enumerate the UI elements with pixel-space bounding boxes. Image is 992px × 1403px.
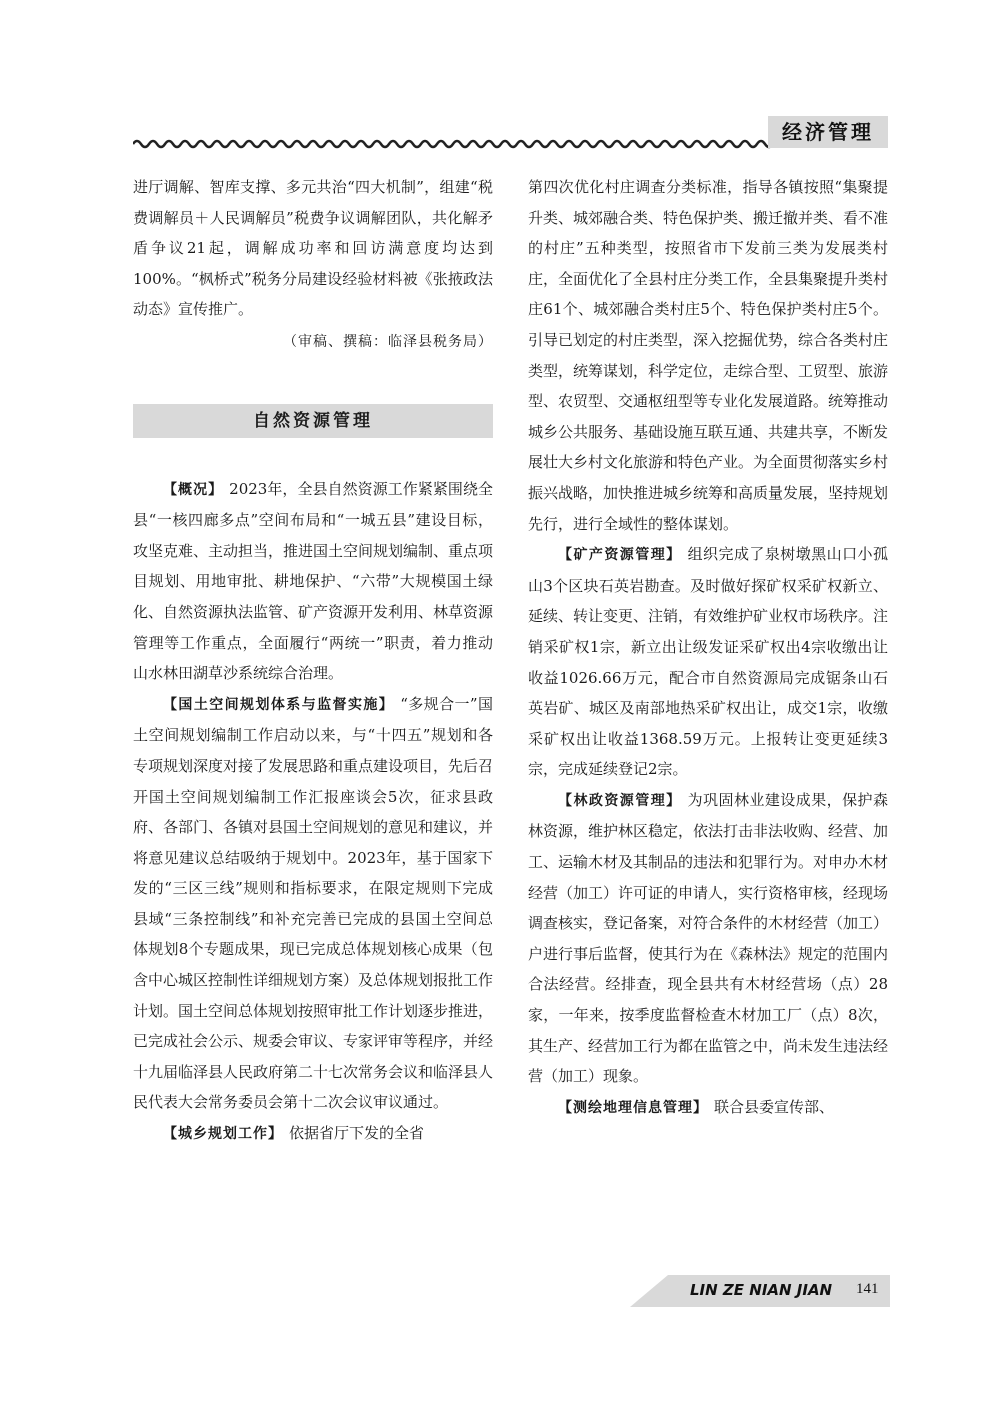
paragraph-label: 【测绘地理信息管理】	[558, 1099, 708, 1116]
paragraph-mineral-resources	[528, 539, 888, 785]
paragraph-body: “多规合一”国土空间规划编制工作启动以来，与“十四五”规划和各专项规划深度对接了发展思路和重点建设项目，先后召开国土空间规划编制工作汇报座谈会5次，征求县政府、各部门、各镇对县国土空间规划的意见和建议，并将意见建议总结吸纳于规划中。2023年，基于国家下发的“三区三线”规则和指标要求，在限定规则下完成县域“三条控制线”和补充完善已完成的县国土空间总体规划8个专题成果，现已完成总体规划核心成果（包含中心城区控制性详细规划方案）及总体规划报批工作计划。国土空间总体规划按照审批工作计划逐步推进，已完成社会公示、规委会审议、专家评审等程序，并经十九届临泽县人民政府第二十七次常务会议和临泽县人民代表大会常务委员会第十二次会议审议通过。	[133, 694, 494, 1112]
author-credit: （审稿、撰稿：临泽县税务局）	[283, 333, 493, 350]
left-column	[133, 172, 493, 1150]
paragraph-forestry-administration	[528, 785, 888, 1092]
running-title: LIN ZE NIAN JIAN	[690, 1281, 833, 1299]
continued-paragraph: 进厅调解、智库支撑、多元共治“四大机制”，组建“税费调解员＋人民调解员”税费争议调解团队，共化解矛盾争议21起，调解成功率和回访满意度均达到100%。“枫桥式”税务分局建设经验材料被《张掖政法动态》宣传推广。	[133, 178, 493, 319]
wavy-header-rule	[133, 138, 773, 150]
paragraph-label: 【国土空间规划体系与监督实施】	[163, 696, 395, 713]
page-number: 141	[856, 1281, 879, 1297]
paragraph-body: 依据省厅下发的全省	[289, 1124, 425, 1143]
paragraph-overview	[133, 474, 493, 689]
paragraph-label: 【林政资源管理】	[558, 792, 682, 809]
paragraph-body: 联合县委宣传部、	[714, 1097, 835, 1116]
paragraph-label: 【城乡规划工作】	[163, 1126, 283, 1143]
right-column	[528, 172, 888, 1123]
paragraph-body: 为巩固林业建设成果，保护森林资源，维护林区稳定，依法打击非法收购、经营、加工、运输木材及其制品的违法和犯罪行为。对申办木材经营（加工）许可证的申请人，实行资格审核，经现场调查核实，登记备案，对符合条件的木材经营（加工）户进行事后监督，使其行为在《森林法》规定的范围内合法经营。经排查，现全县共有木材经营场（点）28家，一年来，按季度监督检查木材加工厂（点）8次，其生产、经营加工行为都在监管之中，尚未发生违法经营（加工）现象。	[528, 790, 889, 1086]
paragraph-label: 【矿产资源管理】	[558, 547, 682, 564]
section-tag: 经济管理	[768, 116, 888, 148]
paragraph-surveying-mapping	[528, 1092, 888, 1124]
paragraph-label: 【概况】	[163, 481, 224, 498]
paragraph-body: 组织完成了泉树墩黑山口小孤山3个区块石英岩勘查。及时做好探矿权采矿权新立、延续、转让变更、注销，有效维护矿业权市场秩序。注销采矿权1宗，新立出让级发证采矿权出4宗收缴出让收益1026.66万元，配合市自然资源局完成锯条山石英岩矿、城区及南部地热采矿权出让，成交1宗，收缴采矿权出让收益1368.59万元。上报转让变更延续3宗，完成延续登记2宗。	[528, 545, 889, 779]
continued-paragraph: 第四次优化村庄调查分类标准，指导各镇按照“集聚提升类、城郊融合类、特色保护类、搬迁撤并类、看不准的村庄”五种类型，按照省市下发前三类为发展类村庄，全面优化了全县村庄分类工作，全县集聚提升类村庄61个、城郊融合类村庄5个、特色保护类村庄5个。引导已划定的村庄类型，深入挖掘优势，综合各类村庄类型，统筹谋划，科学定位，走综合型、工贸型、旅游型、农贸型、交通枢纽型等专业化发展道路。统筹推动城乡公共服务、基础设施互联互通、共建共享，不断发展壮大乡村文化旅游和特色产业。为全面贯彻落实乡村振兴战略，加快推进城乡统筹和高质量发展，坚持规划先行，进行全域性的整体谋划。	[528, 178, 889, 533]
paragraph-body: 2023年，全县自然资源工作紧紧围绕全县“一核四廊多点”空间布局和“一城五县”建设目标，攻坚克难、主动担当，推进国土空间规划编制、重点项目规划、用地审批、耕地保护、“六带”大规模国土绿化、自然资源执法监管、矿产资源开发利用、林草资源管理等工作重点，全面履行“两统一”职责，着力推动山水林田湖草沙系统综合治理。	[133, 479, 494, 683]
section-heading: 自然资源管理	[133, 404, 493, 438]
paragraph-urban-rural-planning	[133, 1118, 493, 1150]
paragraph-spatial-planning	[133, 689, 493, 1118]
